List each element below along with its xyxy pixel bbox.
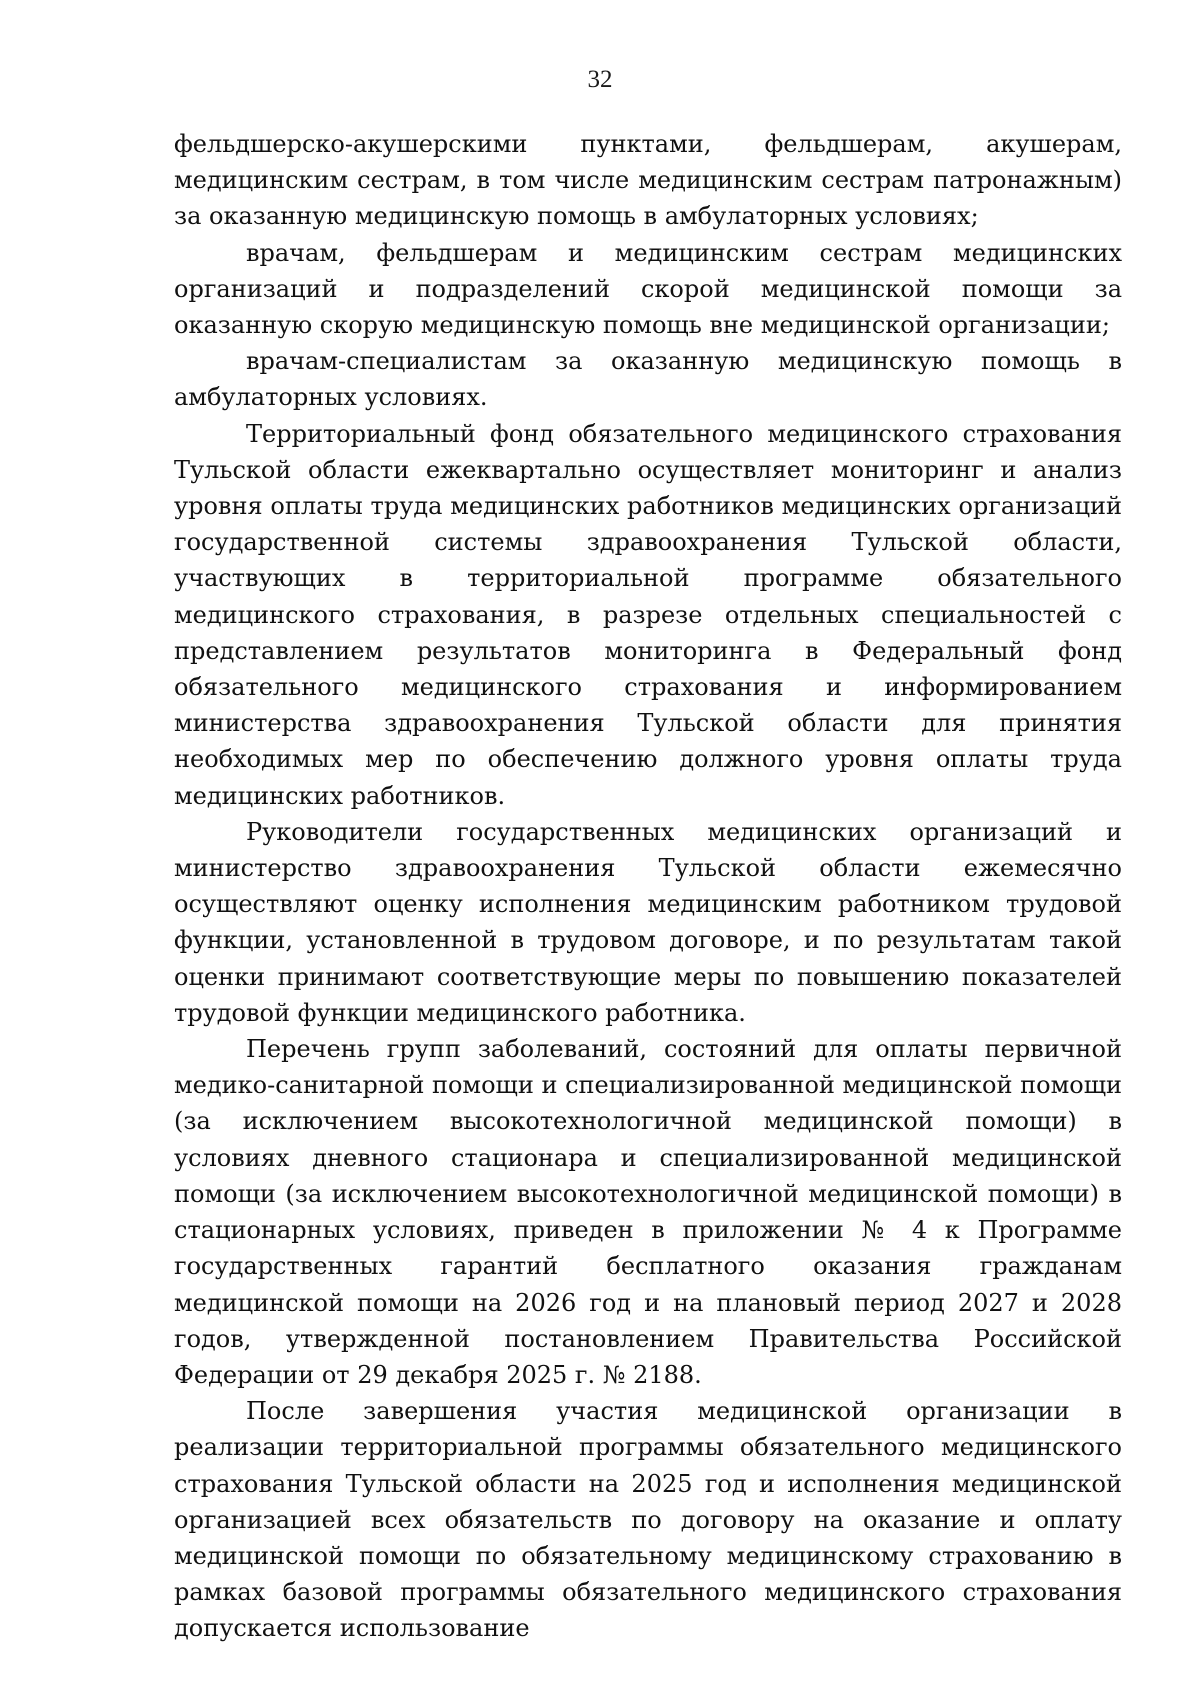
paragraph-after-completion: После завершения участия медицинской организации в реализации территориальной программы обязательного медицинского страхования Тульской области на 2025 год и исполнения медицинской организацией всех обязательств по договору на оказание и оплату медицинской помощи по обязательному медицинскому страхованию в рамках базовой программы обязательного медицинского страхования допускается использование [174, 1397, 1122, 1643]
page-number: 32 [587, 66, 613, 93]
paragraph-doctors-ambulance: врачам, фельдшерам и медицинским сестрам медицинских организаций и подразделений скорой медицинской помощи за оказанную скорую медицинскую помощь вне медицинской организации; [174, 238, 1122, 340]
paragraph-specialists: врачам-специалистам за оказанную медицинскую помощь в амбулаторных условиях. [174, 347, 1122, 412]
paragraph-monitoring: Территориальный фонд обязательного медицинского страхования Тульской области ежеквартально осуществляет мониторинг и анализ уровня оплаты труда медицинских работников медицинских организаций государственной системы здравоохранения Тульской области, участвующих в территориальной программе обязательного медицинского страхования, в разрезе отдельных специальностей с представлением результатов мониторинга в Федеральный фонд обязательного медицинского страхования и информированием министерства здравоохранения Тульской области для принятия необходимых мер по обеспечению должного уровня оплаты труда медицинских работников. [174, 419, 1122, 810]
document-body [174, 126, 1122, 1647]
paragraph-disease-groups: Перечень групп заболеваний, состояний для оплаты первичной медико-санитарной помощи и специализированной медицинской помощи (за исключением высокотехнологичной медицинской помощи) в условиях дневного стационара и специализированной медицинской помощи (за исключением высокотехнологичной медицинской помощи) в стационарных условиях, приведен в приложении № 4 к Программе государственных гарантий бесплатного оказания гражданам медицинской помощи на 2026 год и на плановый период 2027 и 2028 годов, утвержденной постановлением Правительства Российской Федерации от 29 декабря 2025 г. № 2188. [174, 1035, 1122, 1389]
paragraph-continuation: фельдшерско-акушерскими пунктами, фельдшерам, акушерам, медицинским сестрам, в том числе медицинским сестрам патронажным) за оказанную медицинскую помощь в амбулаторных условиях; [174, 130, 1122, 231]
paragraph-evaluation: Руководители государственных медицинских организаций и министерство здравоохранения Тульской области ежемесячно осуществляют оценку исполнения медицинским работником трудовой функции, установленной в трудовом договоре, и по результатам такой оценки принимают соответствующие меры по повышению показателей трудовой функции медицинского работника. [174, 817, 1122, 1027]
